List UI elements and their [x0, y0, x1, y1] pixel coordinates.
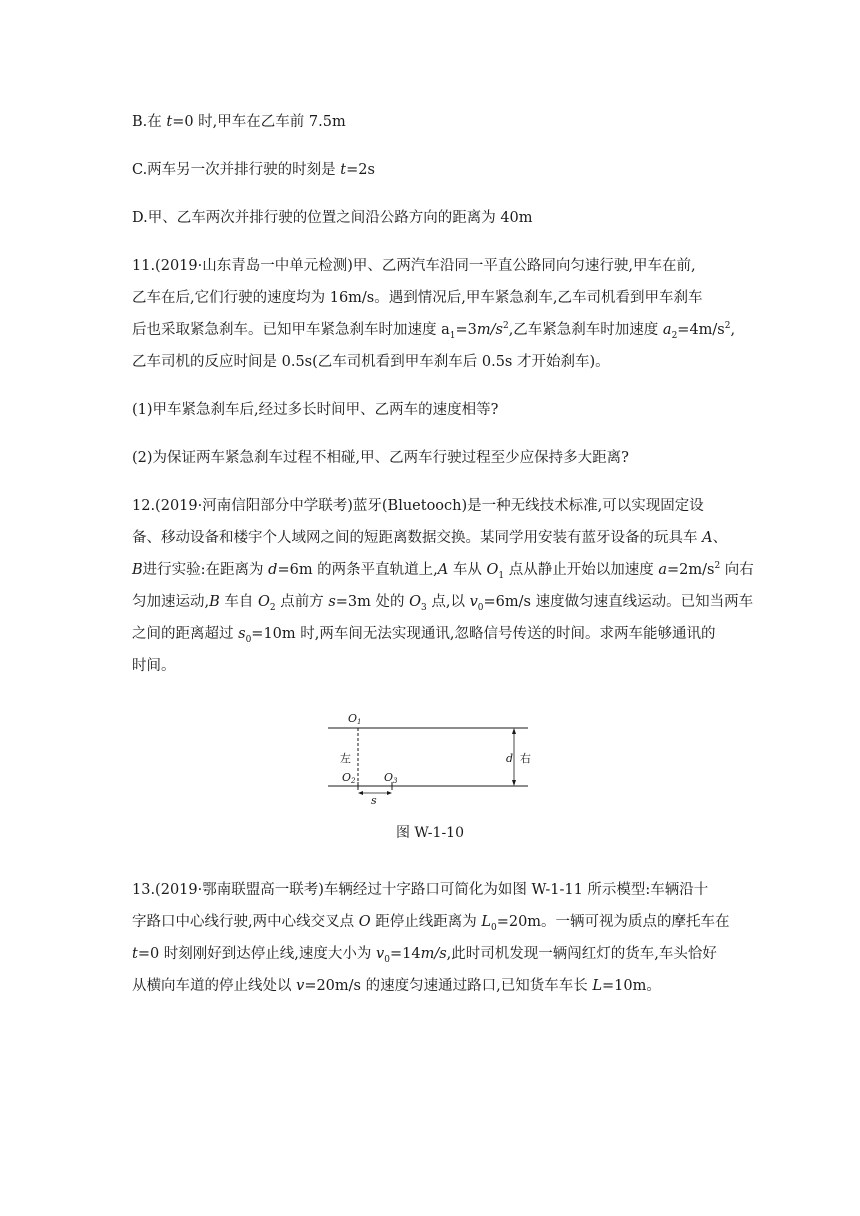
q12-line4: 匀加速运动,B 车自 $O_2$ 点前方 s=3m 处的 $O_3$ 点,以 $v_0=6m/s$ 速度做匀速直线运动。已知当两车: [132, 594, 754, 613]
d-arrow-bottom-head: [512, 780, 516, 786]
label-o2: O2: [342, 771, 356, 785]
option-c: C.两车另一次并排行驶的时刻是 t=2s: [132, 162, 375, 178]
q13-line2: 字路口中心线行驶,两中心线交叉点 O 距停止线距离为 $L_0=20m$。一辆可视为质点的摩托车在: [132, 914, 730, 933]
figure-caption: 图 W-1-10: [395, 825, 464, 841]
q11-line2: 乙车在后,它们行驶的速度均为 16m/s。遇到情况后,甲车紧急刹车,乙车司机看到甲车刹车: [132, 290, 703, 306]
d-arrow-top-head: [512, 728, 516, 734]
q11-line1: 11.(2019·山东青岛一中单元检测)甲、乙两汽车沿同一平直公路同向匀速行驶,甲车在前,: [132, 258, 696, 274]
label-o3: O3: [384, 771, 398, 785]
label-o1: O1: [348, 712, 362, 726]
q12-line3: B进行实验:在距离为 d=6m 的两条平直轨道上,A 车从 $O_1$ 点从静止开始以加速度 $a=2m/s^2$ 向右: [132, 561, 754, 581]
q13-line3: t=0 时刻刚好到达停止线,速度大小为 $v_0=14m/s$,此时司机发现一辆闯红灯的货车,车头恰好: [132, 946, 717, 965]
s-arrow-right-head: [387, 791, 392, 795]
q12-line1: 12.(2019·河南信阳部分中学联考)蓝牙(Bluetooch)是一种无线技术标准,可以实现固定设: [132, 498, 704, 514]
q13-line1: 13.(2019·鄂南联盟高一联考)车辆经过十字路口可简化为如图 W-1-11 所示模型:车辆沿十: [132, 882, 709, 898]
q12-line6: 时间。: [132, 658, 176, 674]
q11-sub1: (1)甲车紧急刹车后,经过多长时间甲、乙两车的速度相等?: [132, 402, 499, 418]
q12-line5: 之间的距离超过 $s_0=10m$ 时,两车间无法实现通讯,忽略信号传送的时间。求两车能够通讯的: [132, 626, 716, 645]
label-right: 右: [520, 752, 531, 765]
option-d: D.甲、乙车两次并排行驶的位置之间沿公路方向的距离为 40m: [132, 210, 533, 226]
q11-sub2: (2)为保证两车紧急刹车过程不相碰,甲、乙两车行驶过程至少应保持多大距离?: [132, 450, 629, 466]
label-left: 左: [340, 752, 351, 765]
q13-line4: 从横向车道的停止线处以 v=20m/s 的速度匀速通过路口,已知货车车长 L=10m。: [132, 978, 661, 994]
track-diagram: [300, 700, 560, 810]
q12-line2: 备、移动设备和楼宇个人域网之间的短距离数据交换。某同学用安装有蓝牙设备的玩具车 A、: [132, 530, 728, 546]
s-arrow-left-head: [358, 791, 363, 795]
label-d: d: [506, 752, 514, 765]
option-b: B.在 t=0 时,甲车在乙车前 7.5m: [132, 114, 346, 130]
q11-line4: 乙车司机的反应时间是 0.5s(乙车司机看到甲车刹车后 0.5s 才开始刹车)。: [132, 354, 610, 370]
label-s: s: [371, 794, 377, 807]
q11-line3: 后也采取紧急刹车。已知甲车紧急刹车时加速度 $a_1=3m/s^2$,乙车紧急刹车时加速度 $a_2=4m/s^2$,: [132, 321, 736, 341]
